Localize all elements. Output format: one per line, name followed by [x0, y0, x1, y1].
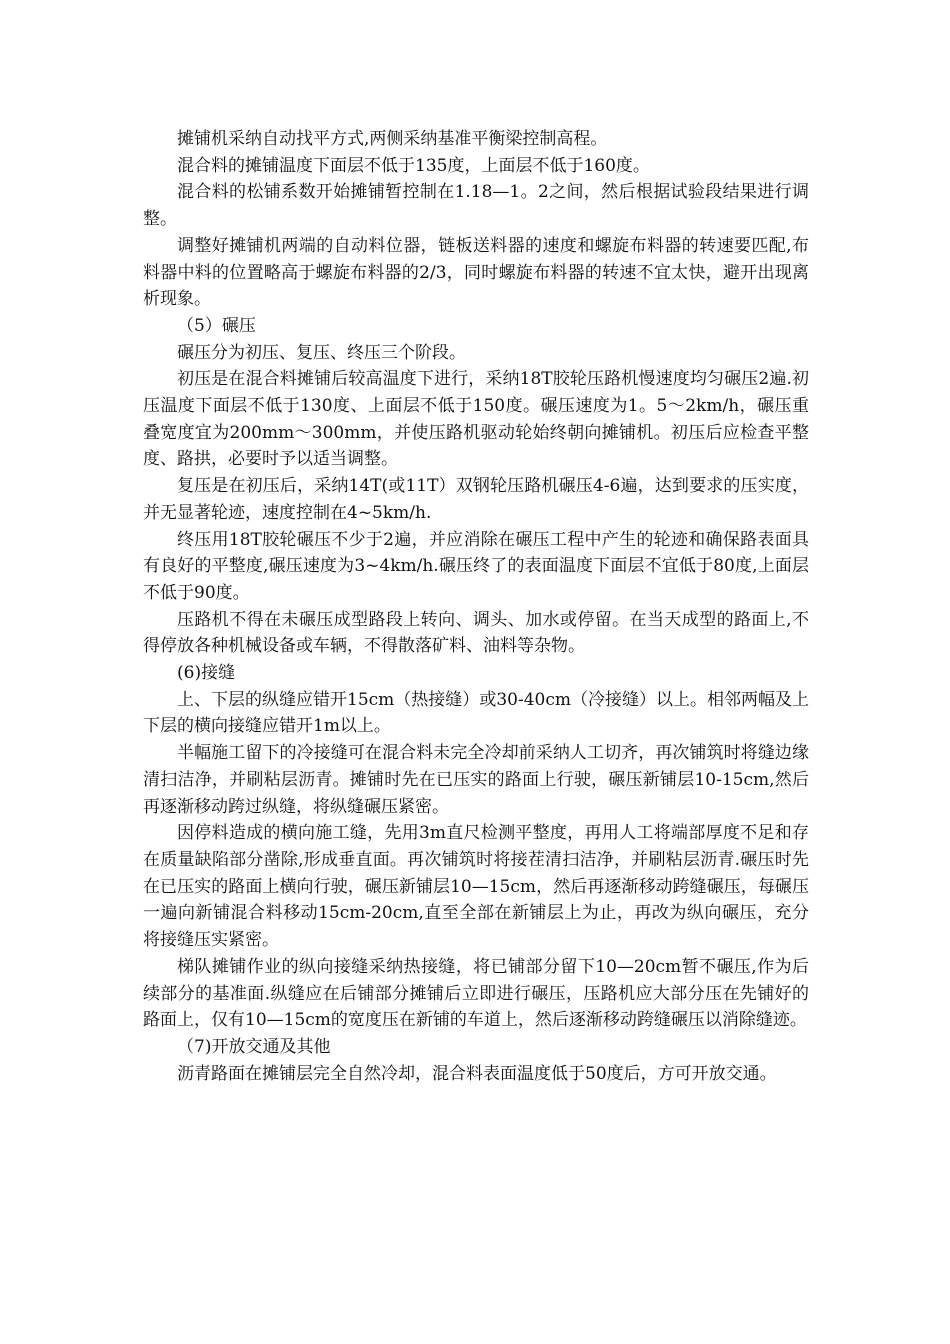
paragraph-paver-adjustment: 调整好摊铺机两端的自动料位器，链板送料器的速度和螺旋布料器的转速要匹配,布料器中料的位置略高于螺旋布料器的2/3，同时螺旋布料器的转速不宜太快，避开出现离析现象。 — [143, 235, 809, 310]
paragraph-roller-restrictions: 压路机不得在未碾压成型路段上转向、调头、加水或停留。在当天成型的路面上,不得停放各种机械设备或车辆，不得散落矿料、油料等杂物。 — [143, 609, 809, 657]
paragraph-initial-compaction: 初压是在混合料摊铺后较高温度下进行，采纳18T胶轮压路机慢速度均匀碾压2遍.初压温度下面层不低于130度、上面层不低于150度。碾压速度为1。5～2km/h，碾压重叠宽度宜为200mm～300mm，并使压路机驱动轮始终朝向摊铺机。初压后应检查平整度、路拱，必要时予以适当调整。 — [143, 369, 809, 470]
section-heading-joints: (6)接缝 — [177, 663, 236, 684]
paragraph-final-compaction: 终压用18T胶轮碾压不少于2遍，并应消除在碾压工程中产生的轮迹和确保路表面具有良好的平整度,碾压速度为3~4km/h.碾压终了的表面温度下面层不宜低于80度,上面层不低于90度。 — [143, 529, 809, 603]
paragraph-hot-joint: 梯队摊铺作业的纵向接缝采纳热接缝，将已铺部分留下10—20cm暂不碾压,作为后续部分的基准面.纵缝应在后铺部分摊铺后立即进行碾压，压路机应大部分压在先铺好的路面上，仅有10—15cm的宽度压在新铺的车道上，然后逐渐移动跨缝碾压以消除缝迹。 — [143, 956, 809, 1031]
paragraph-secondary-compaction: 复压是在初压后，采纳14T(或11T）双钢轮压路机碾压4-6遍，达到要求的压实度，并无显著轮迹，速度控制在4~5km/h. — [143, 476, 809, 523]
paragraph-traffic-opening: 沥青路面在摊铺层完全自然冷却，混合料表面温度低于50度后，方可开放交通。 — [177, 1063, 777, 1084]
section-heading-traffic-opening: （7)开放交通及其他 — [177, 1036, 331, 1057]
paragraph-paver-leveling: 摊铺机采纳自动找平方式,两侧采纳基准平衡梁控制高程。 — [177, 129, 608, 149]
paragraph-transverse-joint: 因停料造成的横向施工缝，先用3m直尺检测平整度，再用人工将端部厚度不足和存在质量缺陷部分凿除,形成垂直面。再次铺筑时将接茬清扫洁净，并刷粘层沥青.碾压时先在已压实的路面上横向行驶，碾压新铺层10—15cm，然后再逐渐移动跨缝碾压，每碾压一遍向新铺混合料移动15cm-20cm,直至全部在新铺层上为止，再改为纵向碾压，充分将接缝压实紧密。 — [143, 823, 809, 951]
section-heading-compaction: （5）碾压 — [177, 315, 256, 336]
paragraph-paving-temperature: 混合料的摊铺温度下面层不低于135度，上面层不低于160度。 — [177, 155, 650, 176]
paragraph-compaction-stages: 碾压分为初压、复压、终压三个阶段。 — [177, 342, 466, 363]
paragraph-cold-joint: 半幅施工留下的冷接缝可在混合料未完全冷却前采纳人工切齐，再次铺筑时将缝边缘清扫洁净，并刷粘层沥青。摊铺时先在已压实的路面上行驶，碾压新铺层10-15cm,然后再逐渐移动跨过纵缝，将纵缝碾压紧密。 — [143, 743, 809, 817]
paragraph-loose-coefficient: 混合料的松铺系数开始摊铺暂控制在1.18—1。2之间，然后根据试验段结果进行调整。 — [143, 182, 809, 230]
document-page — [143, 126, 809, 1087]
paragraph-joint-offset: 上、下层的纵缝应错开15cm（热接缝）或30-40cm（冷接缝）以上。相邻两幅及上下层的横向接缝应错开1m以上。 — [143, 689, 809, 737]
